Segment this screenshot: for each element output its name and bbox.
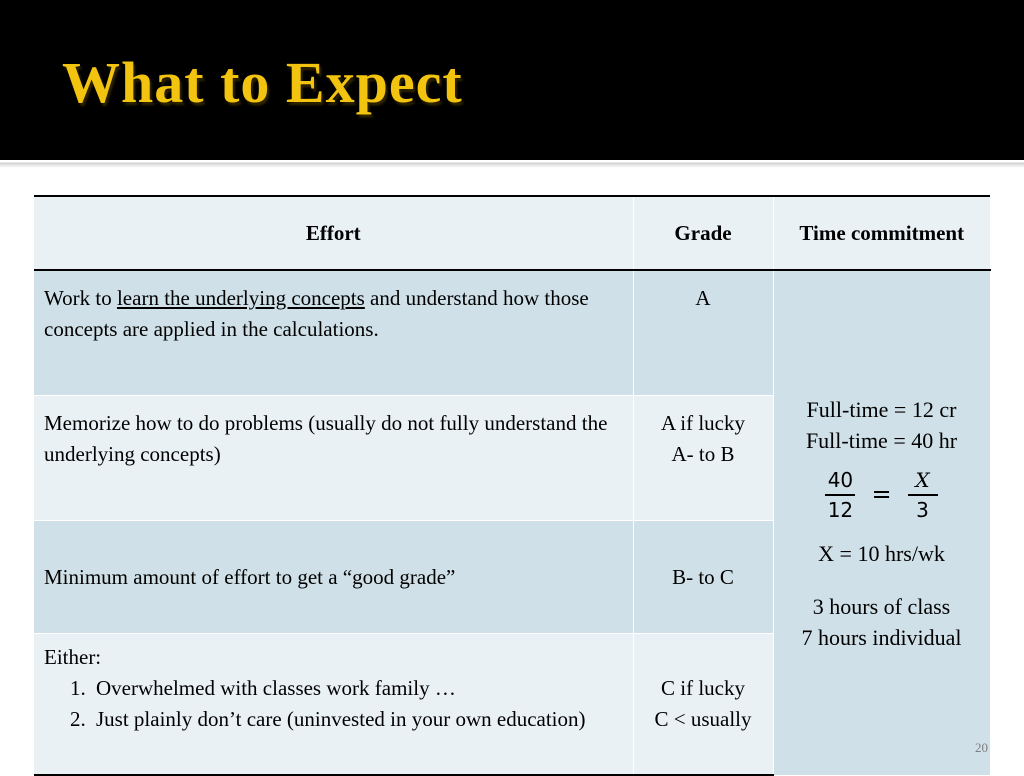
- list-item-number: 1.: [70, 676, 86, 700]
- fraction-bar: [825, 494, 855, 496]
- fraction-bar: [908, 494, 938, 496]
- effort-text-underlined: learn the underlying concepts: [116, 286, 365, 310]
- list-item-text: Just plainly don’t care (uninvested in your own education): [96, 707, 586, 731]
- fraction-right: [908, 468, 938, 522]
- title-bar: [0, 0, 1024, 160]
- effort-cell: [34, 634, 633, 776]
- table-header-row: [34, 196, 990, 270]
- time-line-credits: Full-time = 12 cr: [806, 396, 957, 422]
- list-item-number: 2.: [70, 707, 86, 731]
- time-commitment-cell: [773, 270, 990, 775]
- grade-text: B- to C: [672, 564, 734, 589]
- fraction-right-numerator: X: [915, 467, 930, 492]
- grade-text: A if lucky: [661, 411, 745, 435]
- grade-text: A- to B: [671, 442, 735, 466]
- slide-title: What to Expect: [62, 50, 463, 115]
- expectations-table: [34, 195, 991, 776]
- header-effort: Effort: [34, 196, 633, 270]
- effort-text-prefix: Work to: [44, 286, 117, 310]
- time-line-hours: Full-time = 40 hr: [805, 427, 958, 453]
- grade-cell: [633, 396, 773, 521]
- time-line-class: 3 hours of class: [812, 593, 951, 619]
- list-item: [44, 673, 623, 704]
- fraction-left-denominator: 12: [827, 497, 854, 522]
- effort-cell: [34, 270, 633, 396]
- grade-text: C if lucky: [661, 676, 745, 700]
- grade-text: A: [695, 286, 711, 310]
- effort-intro: Either:: [44, 645, 102, 669]
- fraction-left: [825, 468, 855, 522]
- effort-text-suffix: and understand how those concepts are applied in the calculations.: [44, 286, 589, 341]
- effort-cell: Memorize how to do problems (usually do not fully understand the underlying concepts): [34, 396, 633, 521]
- grade-cell: [633, 521, 773, 634]
- effort-cell: Minimum amount of effort to get a “good grade”: [34, 521, 633, 634]
- header-grade: Grade: [633, 196, 773, 270]
- fraction-left-numerator: 40: [827, 467, 854, 492]
- page-number: 20: [975, 740, 988, 755]
- time-result: X = 10 hrs/wk: [818, 540, 945, 566]
- effort-list: [44, 673, 623, 735]
- header-time-commitment: Time commitment: [773, 196, 990, 270]
- fraction-right-denominator: 3: [916, 497, 929, 522]
- grade-text: C < usually: [654, 707, 752, 731]
- table-row: [34, 270, 990, 396]
- time-line-individual: 7 hours individual: [801, 624, 962, 650]
- proportion-equation: [778, 468, 986, 522]
- list-item-text: Overwhelmed with classes work family …: [96, 676, 456, 700]
- grade-cell: [633, 634, 773, 776]
- title-divider: [0, 162, 1024, 168]
- list-item: [44, 704, 623, 735]
- equals-sign: =: [871, 480, 892, 508]
- grade-cell: [633, 270, 773, 396]
